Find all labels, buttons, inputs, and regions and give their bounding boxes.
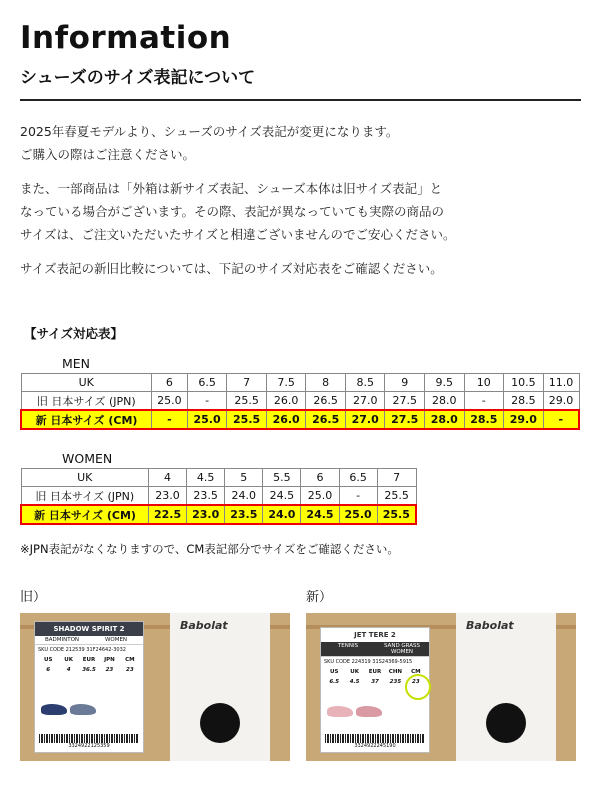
shoe-images — [41, 704, 96, 715]
size-cell: 25.5 — [377, 487, 416, 506]
size-cell: 27.5 — [385, 392, 425, 411]
size-head: CHN — [388, 669, 403, 675]
size-cell: 25.0 — [152, 392, 188, 411]
shoe-label — [34, 621, 144, 753]
label-sku: SKU CODE 212539 31F24642-3032 — [38, 647, 126, 653]
size-cell: 25.5 — [227, 410, 267, 429]
label-size-heads — [35, 655, 143, 665]
row-header-cell: 新 日本サイズ (CM) — [21, 505, 149, 524]
size-value: 235 — [389, 679, 402, 685]
label-tag: WOMEN — [104, 637, 128, 643]
size-cell: 29.0 — [543, 392, 579, 411]
size-head: UK — [64, 657, 73, 663]
paragraph-line: また、一部商品は「外箱は新サイズ表記、シューズ本体は旧サイズ表記」と — [20, 181, 443, 196]
size-head: JPN — [104, 657, 115, 663]
size-cell: 10 — [464, 374, 504, 392]
paragraph-line: ご購入の際はご注意ください。 — [20, 147, 196, 162]
size-cell: - — [152, 410, 188, 429]
size-cell: 7 — [377, 469, 416, 487]
size-row — [21, 410, 579, 429]
size-cell: 23.5 — [187, 487, 225, 506]
size-cell: 29.0 — [504, 410, 544, 429]
size-cell: 26.0 — [266, 410, 306, 429]
row-header-cell: 旧 日本サイズ (JPN) — [21, 392, 152, 411]
size-cell: 28.0 — [425, 392, 465, 411]
paragraph-line: なっている場合がございます。その際、表記が異なっていても実際の商品の — [20, 204, 445, 219]
size-cell: 24.5 — [263, 487, 301, 506]
label-tags — [321, 642, 429, 657]
barcode — [39, 734, 139, 748]
size-value: 37 — [371, 679, 379, 685]
size-cell: - — [464, 392, 504, 411]
brand-logo: Babolat — [466, 619, 514, 632]
barcode-number: 3324922125359 — [39, 743, 139, 749]
size-section-title: 【サイズ対応表】 — [24, 326, 124, 341]
size-cell: 28.5 — [464, 410, 504, 429]
size-cell: 26.5 — [306, 410, 346, 429]
size-cell: 5.5 — [263, 469, 301, 487]
size-cell: 5 — [225, 469, 263, 487]
size-cell: 26.0 — [266, 392, 306, 411]
size-cell: - — [187, 392, 227, 411]
size-cell: 28.0 — [425, 410, 465, 429]
size-value: 23 — [105, 667, 114, 673]
men-size-table — [20, 373, 580, 430]
label-tag: TENNIS — [321, 642, 375, 656]
new-box-photo — [306, 613, 576, 761]
size-cell: - — [543, 410, 579, 429]
size-cell: 22.5 — [149, 505, 187, 524]
box-hole — [486, 703, 526, 743]
shoe-image — [41, 704, 67, 715]
size-value: 6.5 — [329, 679, 340, 685]
size-head: CM — [411, 669, 421, 675]
label-tag: BADMINTON — [44, 637, 80, 643]
size-cell: 23.0 — [187, 505, 225, 524]
size-cell: 9.5 — [425, 374, 465, 392]
size-value: 23 — [412, 679, 420, 685]
barcode — [325, 734, 425, 748]
box-hole — [200, 703, 240, 743]
row-header-cell: 旧 日本サイズ (JPN) — [21, 487, 149, 506]
size-row — [21, 392, 579, 411]
size-cell: 26.5 — [306, 392, 346, 411]
paragraph-line: サイズは、ご注文いただいたサイズと相違ございませんのでご安心ください。 — [20, 227, 456, 242]
label-size-values — [35, 665, 143, 675]
barcode-number: 3324922245190 — [325, 743, 425, 749]
row-header-cell: UK — [21, 469, 149, 487]
label-sku: SKU CODE 224319 31S24369-5915 — [324, 659, 413, 665]
size-cell: 25.0 — [301, 487, 339, 506]
size-row — [21, 374, 579, 392]
size-cell: 27.0 — [345, 410, 385, 429]
size-cell: 27.5 — [385, 410, 425, 429]
paragraph-1 — [20, 120, 398, 166]
size-cell: 4.5 — [187, 469, 225, 487]
row-header-cell: UK — [21, 374, 152, 392]
size-cell: 28.5 — [504, 392, 544, 411]
size-cell: 6.5 — [187, 374, 227, 392]
women-size-table — [20, 468, 417, 525]
size-value: 23 — [126, 667, 134, 673]
size-value: 4 — [66, 667, 71, 673]
size-cell: 23.0 — [149, 487, 187, 506]
size-value: 4.5 — [349, 679, 360, 685]
size-cell: 9 — [385, 374, 425, 392]
label-tag: SAND GRASS WOMEN — [375, 642, 429, 656]
size-cell: - — [339, 487, 377, 506]
size-row — [21, 505, 416, 524]
old-box-photo — [20, 613, 290, 761]
size-cell: 6 — [301, 469, 339, 487]
size-cell: 24.0 — [225, 487, 263, 506]
size-value: 36.5 — [82, 667, 96, 673]
size-cell: 10.5 — [504, 374, 544, 392]
paragraph-2 — [20, 177, 456, 246]
paragraph-line: サイズ表記の新旧比較については、下記のサイズ対応表をご確認ください。 — [20, 261, 443, 276]
size-cell: 8.5 — [345, 374, 385, 392]
size-head: CM — [125, 657, 135, 663]
shoe-image — [70, 704, 96, 715]
size-cell: 27.0 — [345, 392, 385, 411]
shoe-image — [356, 706, 382, 717]
page-title: Information — [20, 20, 232, 56]
size-cell: 6.5 — [339, 469, 377, 487]
size-head: US — [43, 657, 53, 663]
size-cell: 25.0 — [339, 505, 377, 524]
size-cell: 8 — [306, 374, 346, 392]
paragraph-line: 2025年春夏モデルより、シューズのサイズ表記が変更になります。 — [20, 124, 399, 139]
size-row — [21, 487, 416, 506]
size-head: US — [329, 669, 339, 675]
size-head: EUR — [82, 657, 96, 663]
divider — [20, 99, 581, 101]
paragraph-3 — [20, 257, 443, 280]
cm-highlight-circle — [405, 674, 431, 700]
shoe-label — [320, 627, 430, 753]
size-cell: 23.5 — [225, 505, 263, 524]
new-caption: 新） — [306, 590, 333, 605]
size-cell: 4 — [149, 469, 187, 487]
size-cell: 24.0 — [263, 505, 301, 524]
size-row — [21, 469, 416, 487]
size-cell: 25.5 — [377, 505, 416, 524]
row-header-cell: 新 日本サイズ (CM) — [21, 410, 152, 429]
men-label: MEN — [62, 356, 91, 371]
size-value: 6 — [46, 667, 51, 673]
shoe-images — [327, 706, 382, 717]
label-product-name: JET TERE 2 — [321, 628, 429, 642]
shoe-image — [327, 706, 353, 717]
women-label: WOMEN — [62, 451, 113, 466]
label-tags — [35, 636, 143, 645]
size-head: UK — [350, 669, 359, 675]
size-cell: 25.5 — [227, 392, 267, 411]
size-cell: 11.0 — [543, 374, 579, 392]
size-cell: 24.5 — [301, 505, 339, 524]
page-subtitle: シューズのサイズ表記について — [20, 68, 256, 88]
note-text: ※JPN表記がなくなりますので、CM表記部分でサイズをご確認ください。 — [20, 542, 399, 556]
label-product-name: SHADOW SPIRIT 2 — [35, 622, 143, 636]
size-cell: 7.5 — [266, 374, 306, 392]
size-cell: 6 — [152, 374, 188, 392]
old-caption: 旧） — [20, 590, 47, 605]
size-head: EUR — [368, 669, 382, 675]
size-cell: 25.0 — [187, 410, 227, 429]
brand-logo: Babolat — [180, 619, 228, 632]
size-cell: 7 — [227, 374, 267, 392]
